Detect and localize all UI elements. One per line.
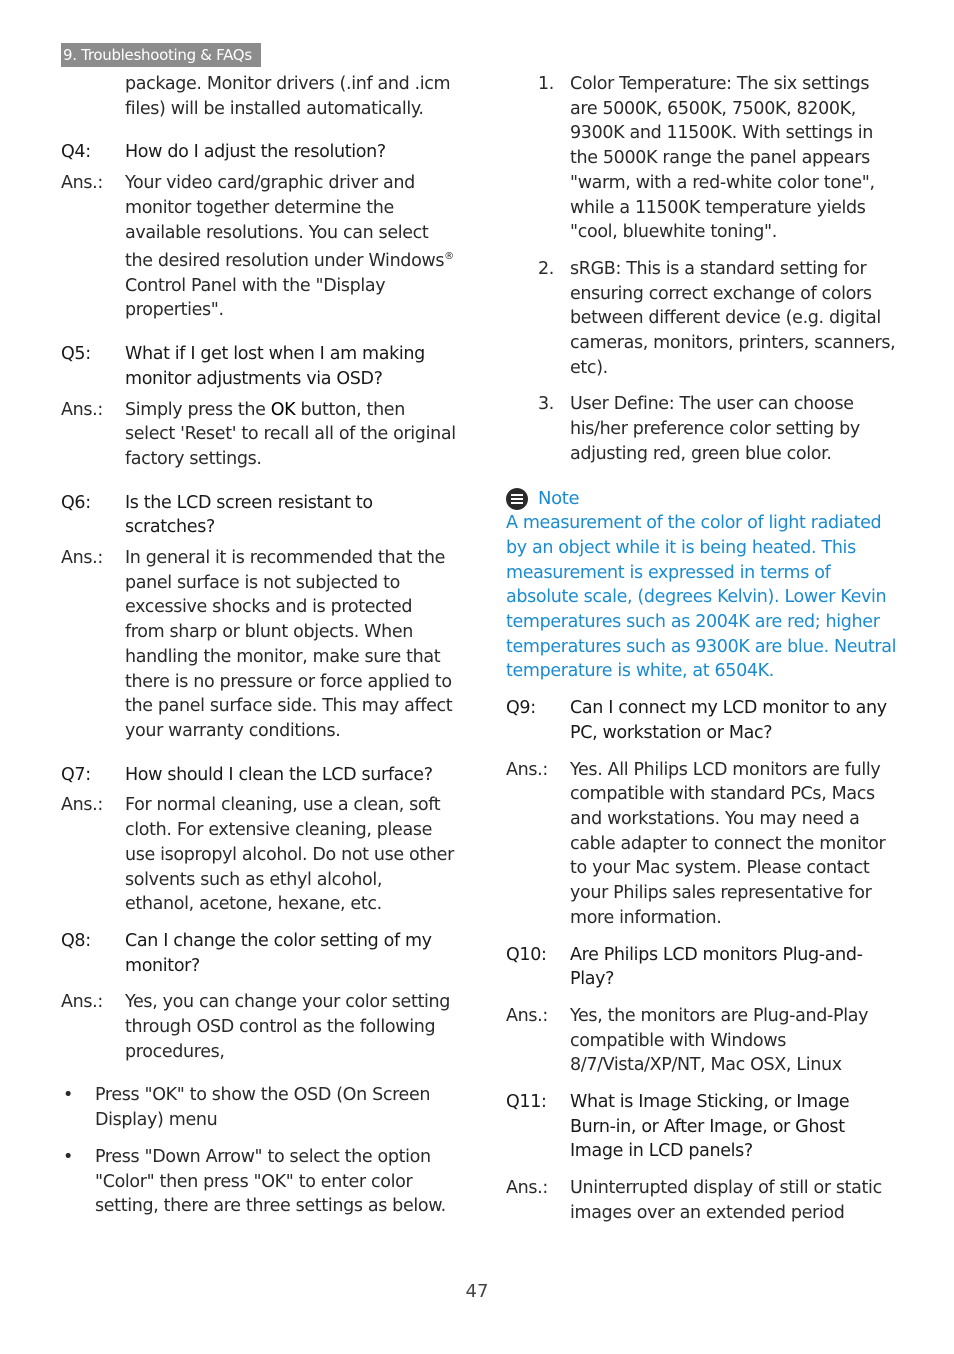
- page-number: 47: [465, 1281, 489, 1302]
- bullet-item: [61, 1083, 456, 1132]
- item-text: User Define: The user can choose his/her preference color setting by adjusting red, green blue color.: [570, 394, 860, 464]
- note-icon: [506, 488, 528, 510]
- bullet-text: Press "Down Arrow" to select the option "Color" then press "OK" to enter color setting, there are three settings as below.: [95, 1146, 446, 1217]
- answer-text-part: button, then select 'Reset' to recall all of the original factory settings.: [125, 399, 456, 469]
- question-text: What is Image Sticking, or Image Burn-in, or After Image, or Ghost Image in LCD panels?: [570, 1092, 850, 1162]
- question-label: Q6:: [61, 492, 91, 513]
- answer-text: Yes, the monitors are Plug-and-Play compatible with Windows 8/7/Vista/XP/NT, Mac OSX, Linux: [570, 1005, 869, 1076]
- question-label: Q7:: [61, 764, 91, 785]
- answer-a10: [506, 1004, 898, 1078]
- question-q10: [506, 943, 898, 992]
- right-column: [506, 72, 898, 1226]
- question-text: How do I adjust the resolution?: [125, 142, 386, 163]
- numbered-item: [506, 257, 898, 381]
- intro-paragraph: package. Monitor drivers (.inf and .icm files) will be installed automatically.: [125, 74, 451, 119]
- answer-a5: [61, 398, 456, 472]
- question-q4: [61, 140, 456, 165]
- question-label: Q4:: [61, 142, 91, 163]
- answer-a11: [506, 1176, 898, 1225]
- answer-a4: [61, 171, 456, 323]
- answer-label: Ans.:: [61, 173, 103, 194]
- answer-a6: [61, 546, 456, 744]
- item-text: Color Temperature: The six settings are 5000K, 6500K, 7500K, 8200K, 9300K and 11500K. With settings in the 5000K range the panel appears "warm, with a red-white color tone", while a 11500K temperature yields "cool, bluewhite toning".: [570, 74, 875, 243]
- bullet-item: [61, 1145, 456, 1219]
- question-text: Can I connect my LCD monitor to any PC, workstation or Mac?: [570, 698, 887, 743]
- ok-button-term: OK: [270, 399, 296, 420]
- answer-label: Ans.:: [61, 992, 103, 1013]
- note-heading: [506, 487, 898, 512]
- item-number: 3.: [538, 394, 554, 415]
- question-q11: [506, 1090, 898, 1164]
- question-text: How should I clean the LCD surface?: [125, 764, 433, 785]
- numbered-item: [506, 72, 898, 245]
- note-body: A measurement of the color of light radiated by an object while it is being heated. This measurement is expressed in terms of absolute scale, (degrees Kelvin). Lower Kevin temperatures such as 2004K are red; higher temperatures such as 9300K are blue. Neutral temperature is white, at 6504K.: [506, 513, 897, 682]
- answer-label: Ans.:: [506, 1178, 548, 1199]
- question-label: Q11:: [506, 1092, 547, 1113]
- answer-text: In general it is recommended that the panel surface is not subjected to excessive shocks and is protected from sharp or blunt objects. When handling the monitor, make sure that there is no pressure or force applied to the panel surface side. This may affect your warranty conditions.: [125, 548, 453, 741]
- note-title: Note: [538, 487, 580, 509]
- answer-label: Ans.:: [61, 399, 103, 420]
- answer-text: Uninterrupted display of still or static images over an extended period: [570, 1178, 882, 1223]
- question-label: Q9:: [506, 698, 536, 719]
- question-q5: [61, 342, 456, 391]
- answer-text: For normal cleaning, use a clean, soft cloth. For extensive cleaning, please use isopropyl alcohol. Do not use other solvents such as ethyl alcohol, ethanol, acetone, hexane, etc.: [125, 795, 454, 915]
- answer-text-part: Control Panel with the "Display properties".: [125, 275, 386, 321]
- answer-text: [125, 171, 456, 323]
- question-label: Q10:: [506, 944, 547, 965]
- bullet-dot: •: [63, 1085, 73, 1106]
- answer-text-part: Your video card/graphic driver and monitor together determine the available resolutions. You can select the desired resolution under Windows: [125, 173, 445, 272]
- answer-a8: [61, 990, 456, 1064]
- question-q6: [61, 491, 456, 540]
- item-text: sRGB: This is a standard setting for ensuring correct exchange of colors between different device (e.g. digital cameras, monitors, printers, scanners, etc).: [570, 258, 896, 378]
- answer-a7: [61, 793, 456, 917]
- numbered-item: [506, 392, 898, 466]
- question-q9: [506, 696, 898, 745]
- answer-a9: [506, 758, 898, 931]
- question-text: Are Philips LCD monitors Plug-and-Play?: [570, 944, 863, 990]
- bullet-text: Press "OK" to show the OSD (On Screen Display) menu: [95, 1085, 431, 1131]
- answer-label: Ans.:: [61, 548, 103, 569]
- question-text: Can I change the color setting of my monitor?: [125, 930, 432, 976]
- bullet-dot: •: [63, 1146, 73, 1167]
- question-q8: [61, 929, 456, 978]
- question-text: Is the LCD screen resistant to scratches?: [125, 492, 373, 538]
- answer-text: Yes. All Philips LCD monitors are fully compatible with standard PCs, Macs and workstations. You may need a cable adapter to connect the monitor to your Mac system. Please contact your Philips sales representative for more information.: [570, 759, 886, 928]
- question-q7: [61, 763, 456, 788]
- item-number: 1.: [538, 74, 554, 94]
- answer-text: Yes, you can change your color setting through OSD control as the following procedures,: [125, 992, 450, 1062]
- question-label: Q5:: [61, 344, 91, 365]
- question-text: What if I get lost when I am making monitor adjustments via OSD?: [125, 344, 425, 389]
- answer-text: [125, 398, 456, 472]
- left-column: [61, 72, 456, 1219]
- item-number: 2.: [538, 258, 554, 279]
- section-header-tag: 9. Troubleshooting & FAQs: [61, 43, 261, 67]
- answer-label: Ans.:: [506, 759, 548, 780]
- answer-label: Ans.:: [61, 795, 103, 816]
- answer-text-part: Simply press the: [125, 399, 271, 420]
- question-label: Q8:: [61, 930, 91, 951]
- registered-mark: ®: [444, 251, 454, 263]
- answer-label: Ans.:: [506, 1005, 548, 1026]
